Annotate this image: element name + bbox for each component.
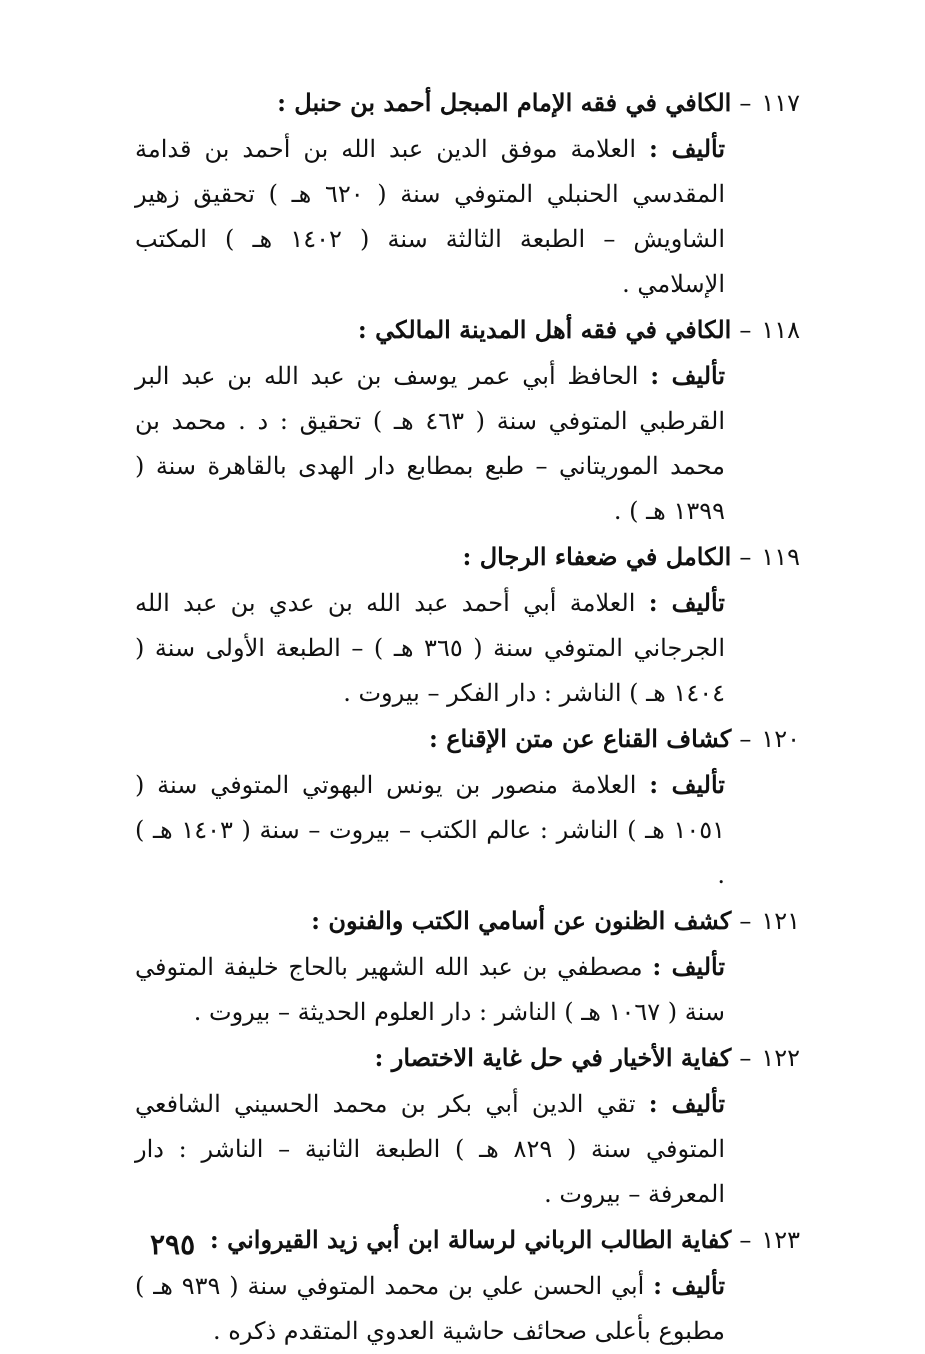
bibliography-entry-123 (135, 1217, 800, 1354)
entry-dash: – (739, 89, 752, 117)
entry-text: العلامة منصور بن يونس البهوتي المتوفي سنة ( ١٠٥١ هـ ) الناشر : عالم الكتب – بيروت – سنة ( ١٤٠٣ هـ ) . (135, 771, 725, 889)
entry-description (135, 353, 725, 534)
entry-heading (135, 716, 800, 762)
entry-heading (135, 898, 800, 944)
entry-number: ١٢٣ (761, 1226, 800, 1254)
entry-heading (135, 1217, 800, 1263)
entry-dash: – (739, 316, 752, 344)
entry-text: أبي الحسن علي بن محمد المتوفي سنة ( ٩٣٩ هـ ) مطبوع بأعلى صحائف حاشية العدوي المتقدم ذكره . (135, 1272, 725, 1345)
entry-text: مصطفي بن عبد الله الشهير بالحاج خليفة المتوفي سنة ( ١٠٦٧ هـ ) الناشر : دار العلوم الحديثة – بيروت . (135, 953, 725, 1026)
author-label: تأليف : (652, 952, 725, 981)
entry-title: كشاف القناع عن متن الإقناع : (429, 724, 732, 753)
entry-dash: – (739, 725, 752, 753)
entry-number: ١٢١ (761, 907, 800, 935)
entry-title: كشف الظنون عن أسامي الكتب والفنون : (311, 906, 732, 935)
entry-heading (135, 1035, 800, 1081)
entry-text: تقي الدين أبي بكر بن محمد الحسيني الشافعي المتوفي سنة ( ٨٢٩ هـ ) الطبعة الثانية – الناشر : دار المعرفة – بيروت . (135, 1090, 725, 1208)
author-label: تأليف : (649, 134, 725, 163)
entry-title: كفاية الأخيار في حل غاية الاختصار : (374, 1043, 732, 1072)
entry-dash: – (739, 907, 752, 935)
entry-text: الحافظ أبي عمر يوسف بن عبد الله بن عبد البر القرطبي المتوفي سنة ( ٤٦٣ هـ ) تحقيق : د . محمد بن محمد الموريتاني – طبع بمطابع دار الهدى بالقاهرة سنة ( ١٣٩٩ هـ ) . (135, 362, 726, 525)
entry-number: ١١٨ (761, 316, 800, 344)
entry-title: الكافي في فقه أهل المدينة المالكي : (357, 315, 732, 344)
entry-title: الكافي في فقه الإمام المبجل أحمد بن حنبل : (277, 88, 732, 117)
page-number: ٢٩٥ (150, 1228, 196, 1261)
entry-heading (135, 534, 800, 580)
entry-number: ١٢٢ (761, 1044, 800, 1072)
bibliography-entry-119 (135, 534, 800, 716)
entry-description (135, 1263, 725, 1354)
entry-title: كفاية الطالب الرباني لرسالة ابن أبي زيد القيرواني : (209, 1225, 732, 1254)
entry-description (135, 762, 725, 898)
bibliography-entry-120 (135, 716, 800, 898)
author-label: تأليف : (649, 770, 725, 799)
entry-heading (135, 307, 800, 353)
entry-number: ١١٧ (761, 89, 800, 117)
bibliography-entry-121 (135, 898, 800, 1035)
entry-title: الكامل في ضعفاء الرجال : (462, 542, 732, 571)
entry-text: العلامة موفق الدين عبد الله بن أحمد بن قدامة المقدسي الحنبلي المتوفي سنة ( ٦٢٠ هـ ) تحقيق زهير الشاويش – الطبعة الثالثة سنة ( ١٤٠٢ هـ ) المكتب الإسلامي . (135, 135, 725, 298)
entry-description (135, 126, 725, 307)
bibliography-list (135, 80, 800, 1354)
bibliography-entry-118 (135, 307, 800, 534)
entry-dash: – (739, 1044, 752, 1072)
entry-description (135, 1081, 725, 1217)
entry-description (135, 944, 725, 1035)
author-label: تأليف : (648, 1089, 726, 1118)
author-label: تأليف : (650, 361, 726, 390)
entry-text: العلامة أبي أحمد عبد الله بن عدي بن عبد الله الجرجاني المتوفي سنة ( ٣٦٥ هـ ) – الطبعة الأولى سنة ( ١٤٠٤ هـ ) الناشر : دار الفكر – بيروت . (135, 589, 725, 707)
author-label: تأليف : (653, 1271, 725, 1300)
bibliography-entry-122 (135, 1035, 800, 1217)
entry-heading (135, 80, 800, 126)
bibliography-entry-117 (135, 80, 800, 307)
entry-description (135, 580, 725, 716)
author-label: تأليف : (648, 588, 725, 617)
entry-dash: – (739, 1226, 752, 1254)
entry-dash: – (739, 543, 752, 571)
entry-number: ١١٩ (761, 543, 800, 571)
entry-number: ١٢٠ (761, 725, 800, 753)
